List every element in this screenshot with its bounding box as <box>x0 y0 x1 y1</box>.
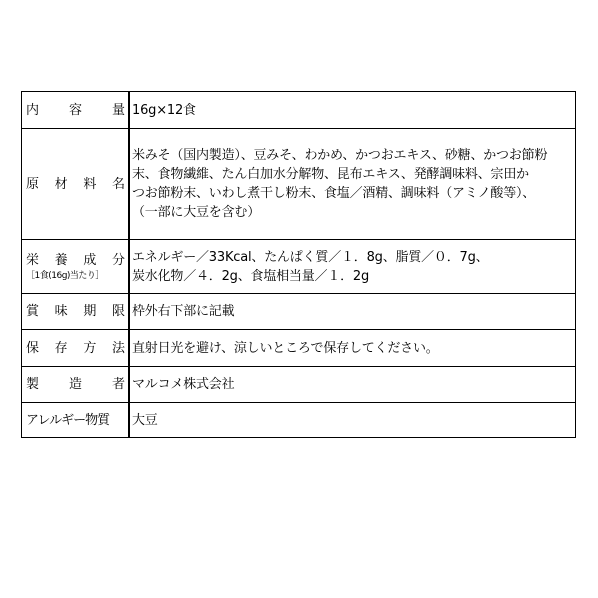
header-label-nutrition: 栄 養 成 分 <box>26 253 125 268</box>
value-line: 米みそ（国内製造）、豆みそ、わかめ、かつおエキス、砂糖、かつお節粉 <box>132 148 548 163</box>
header-label-best-before: 賞 味 期 限 <box>26 304 125 319</box>
value-line: 直射日光を避け、涼しいところで保存してください。 <box>132 340 439 356</box>
value-line: （一部に大豆を含む） <box>132 205 261 220</box>
value-cell-nutrition <box>129 240 576 294</box>
value-cell-manufacturer <box>129 367 576 403</box>
value-line: 末、食物繊維、たん白加水分解物、昆布エキス、発酵調味料、宗田か <box>132 167 529 182</box>
header-label-ingredients: 原 材 料 名 <box>26 176 125 192</box>
value-cell-best-before <box>129 294 576 330</box>
row-content-amount <box>22 92 576 129</box>
row-best-before <box>22 294 576 330</box>
header-label-manufacturer: 製 造 者 <box>26 377 125 392</box>
value-line: マルコメ株式会社 <box>132 377 235 392</box>
value-line: つお節粉末、いわし煮干し粉末、食塩／酒精、調味料（アミノ酸等）、 <box>132 186 536 201</box>
header-cell-ingredients <box>22 129 130 240</box>
header-label-content-amount: 内 容 量 <box>26 102 125 118</box>
value-cell-ingredients <box>129 129 576 240</box>
row-nutrition <box>22 240 576 294</box>
value-cell-content-amount <box>129 92 576 129</box>
row-manufacturer <box>22 367 576 403</box>
header-sublabel-per-serving: ［1食(16g)当たり］ <box>26 271 104 281</box>
product-label-table <box>21 91 576 438</box>
row-allergen <box>22 403 576 438</box>
header-label-allergen: アレルギー物質 <box>26 412 110 428</box>
header-cell-content-amount <box>22 92 130 129</box>
header-cell-storage <box>22 330 130 367</box>
value-line: 大豆 <box>132 412 158 428</box>
value-line: エネルギー／33Kcal、たんぱく質／１．8g、脂質／０．7g、 <box>132 249 489 265</box>
header-cell-allergen <box>22 403 130 438</box>
value-line: 枠外右下部に記載 <box>132 304 235 319</box>
value-cell-storage <box>129 330 576 367</box>
row-ingredients <box>22 129 576 240</box>
header-cell-nutrition <box>22 240 130 294</box>
row-storage <box>22 330 576 367</box>
header-cell-best-before <box>22 294 130 330</box>
header-label-storage: 保 存 方 法 <box>26 340 125 356</box>
value-line: 16g×12食 <box>132 102 196 118</box>
value-line: 炭水化物／４．2g、食塩相当量／１．2g <box>132 268 370 284</box>
header-cell-manufacturer <box>22 367 130 403</box>
value-cell-allergen <box>129 403 576 438</box>
